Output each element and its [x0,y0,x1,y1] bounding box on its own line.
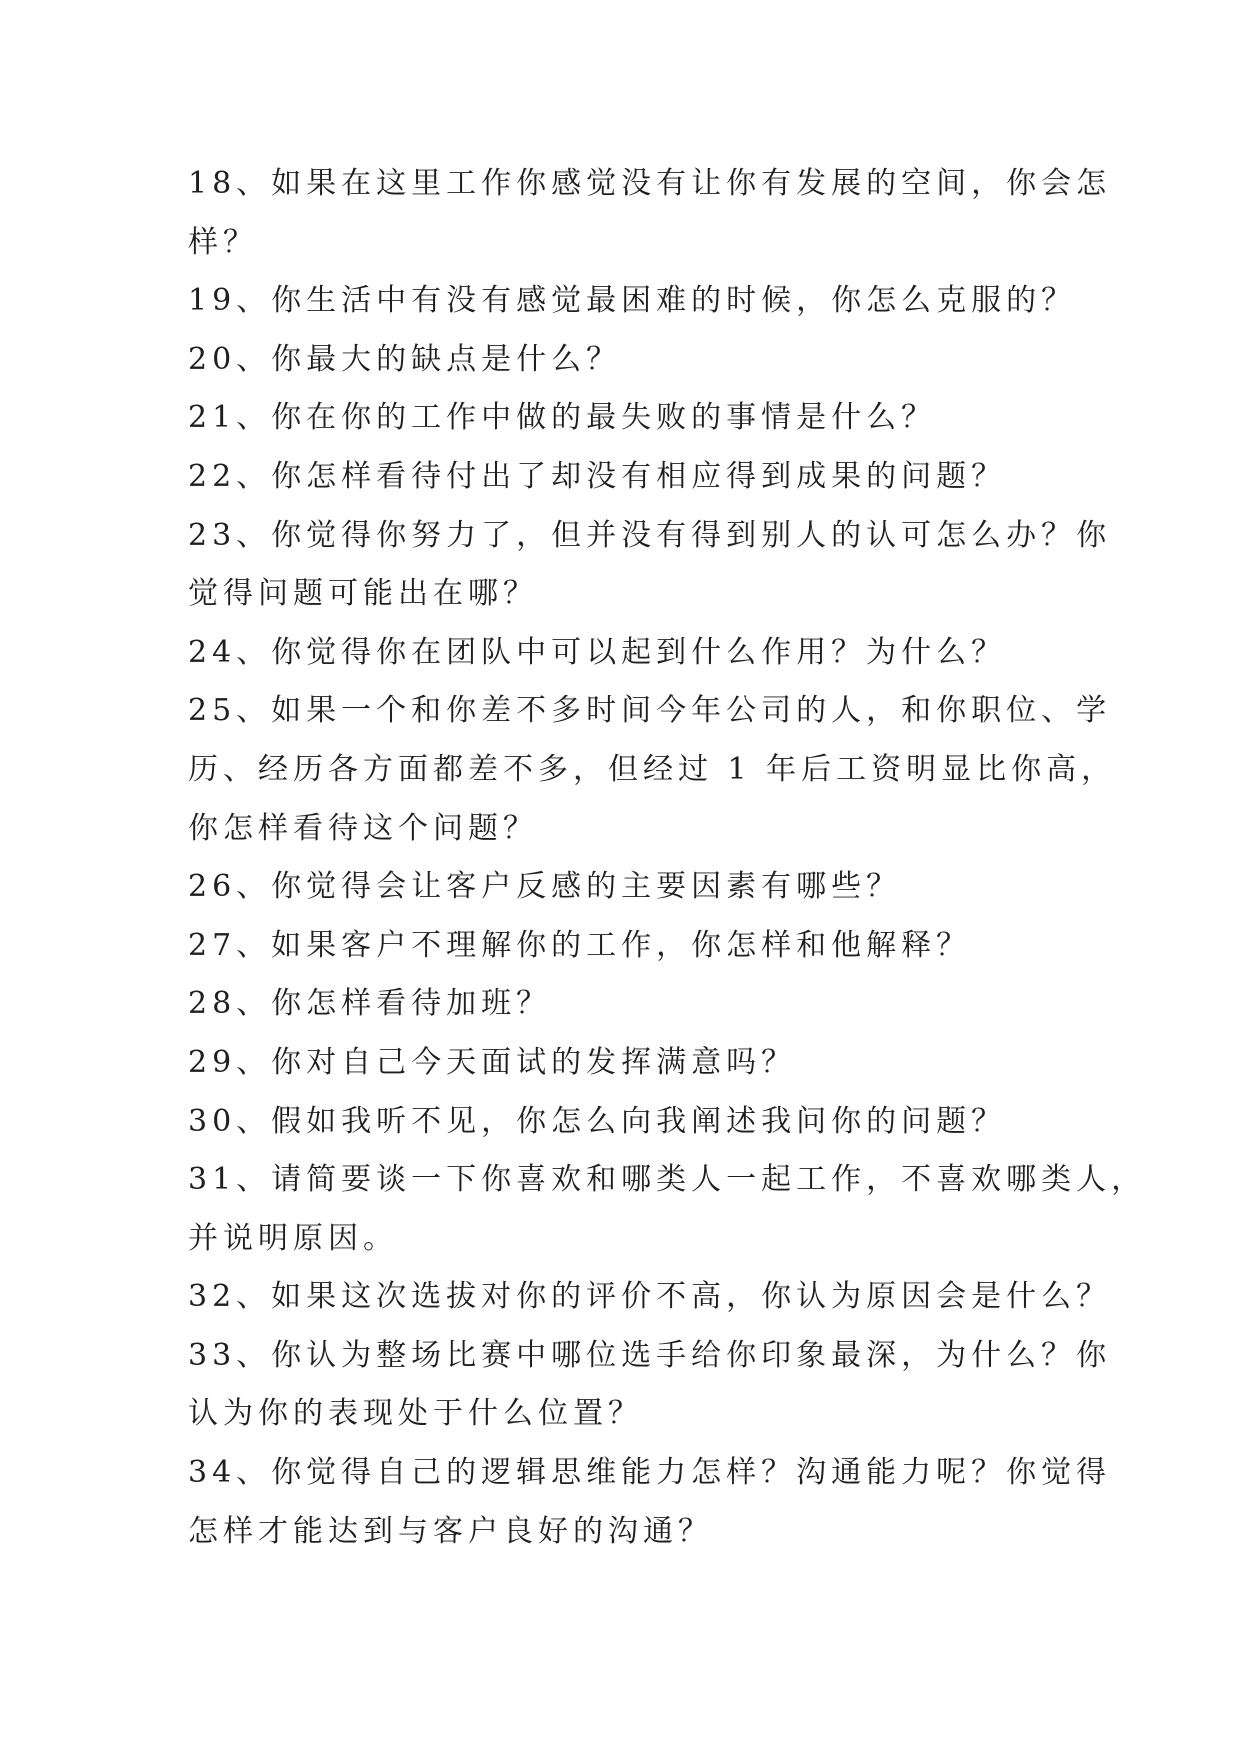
text-line: 22、你怎样看待付出了却没有相应得到成果的问题？ [188,458,1007,494]
text-line: 样？ [188,224,258,260]
text-line: 25、如果一个和你差不多时间今年公司的人，和你职位、学 [188,693,1112,729]
text-line: 21、你在你的工作中做的最失败的事情是什么？ [188,400,937,436]
text-line: 27、如果客户不理解你的工作，你怎样和他解释？ [188,927,972,963]
text-line: 并说明原因。 [188,1220,398,1256]
text-line: 34、你觉得自己的逻辑思维能力怎样？沟通能力呢？你觉得 [188,1455,1112,1491]
text-line: 23、你觉得你努力了，但并没有得到别人的认可怎么办？你 [188,517,1112,553]
text-line: 认为你的表现处于什么位置？ [188,1396,643,1432]
text-line: 26、你觉得会让客户反感的主要因素有哪些？ [188,869,902,905]
text-line: 28、你怎样看待加班？ [188,986,552,1022]
text-line: 20、你最大的缺点是什么？ [188,341,622,377]
text-line: 32、如果这次选拔对你的评价不高，你认为原因会是什么？ [188,1279,1112,1315]
text-line: 19、你生活中有没有感觉最困难的时候，你怎么克服的？ [188,283,1077,319]
question-list [188,155,1147,1561]
text-line: 31、请简要谈一下你喜欢和哪类人一起工作，不喜欢哪类人， [188,1162,1147,1198]
text-line: 怎样才能达到与客户良好的沟通？ [188,1513,713,1549]
text-line: 历、经历各方面都差不多，但经过 1 年后工资明显比你高， [188,751,1117,787]
text-line: 29、你对自己今天面试的发挥满意吗？ [188,1044,797,1080]
text-line: 觉得问题可能出在哪？ [188,576,538,612]
text-line: 33、你认为整场比赛中哪位选手给你印象最深，为什么？你 [188,1337,1112,1373]
text-line: 18、如果在这里工作你感觉没有让你有发展的空间，你会怎 [188,166,1112,201]
text-line: 24、你觉得你在团队中可以起到什么作用？为什么？ [188,634,1007,670]
text-line: 30、假如我听不见，你怎么向我阐述我问你的问题？ [188,1103,1007,1139]
text-line: 你怎样看待这个问题？ [188,810,538,846]
